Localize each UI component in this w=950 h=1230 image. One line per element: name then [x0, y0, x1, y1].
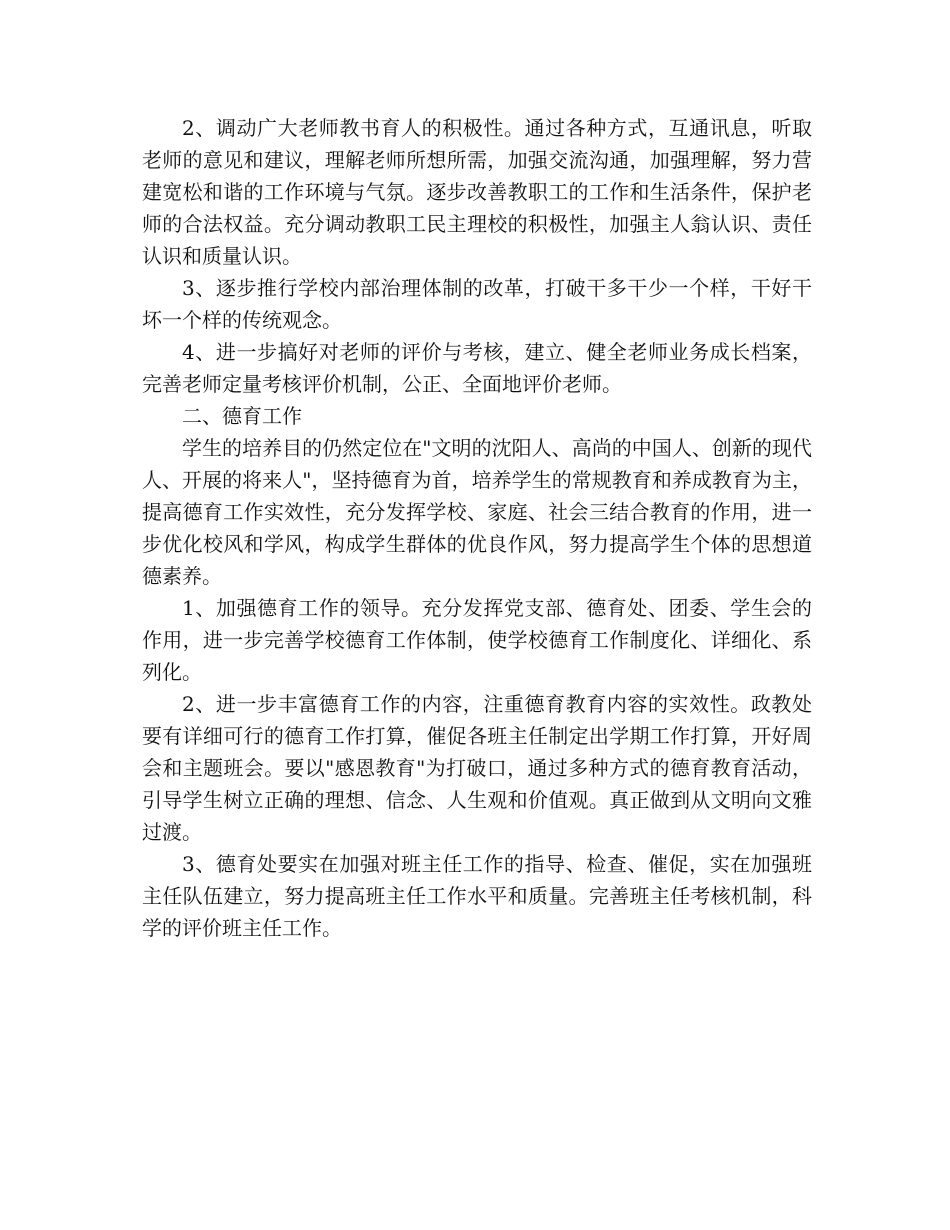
paragraph-training-goal: 学生的培养目的仍然定位在"文明的沈阳人、高尚的中国人、创新的现代人、开展的将来人"，坚持德育为首，培养学生的常规教育和养成教育为主，提高德育工作实效性，充分发挥学校、家庭、社会三结合教育的作用，进一步优化校风和学风，构成学生群体的优良作风，努力提高学生个体的思想道德素养。 [142, 436, 812, 588]
paragraph-leadership: 1、加强德育工作的领导。充分发挥党支部、德育处、团委、学生会的作用，进一步完善学校德育工作体制，使学校德育工作制度化、详细化、系列化。 [142, 596, 812, 684]
document-body [142, 112, 812, 944]
paragraph-teacher-enthusiasm: 2、调动广大老师教书育人的积极性。通过各种方式，互通讯息，听取老师的意见和建议，理解老师所想所需，加强交流沟通，加强理解，努力营建宽松和谐的工作环境与气氛。逐步改善教职工的工作和生活条件，保护老师的合法权益。充分调动教职工民主理校的积极性，加强主人翁认识、责任认识和质量认识。 [142, 116, 812, 268]
section-heading-moral-education: 二、德育工作 [182, 404, 302, 428]
paragraph-content-enrichment: 2、进一步丰富德育工作的内容，注重德育教育内容的实效性。政教处要有详细可行的德育工作打算，催促各班主任制定出学期工作打算，开好周会和主题班会。要以"感恩教育"为打破口，通过多种方式的德育教育活动，引导学生树立正确的理想、信念、人生观和价值观。真正做到从文明向文雅过渡。 [142, 692, 812, 844]
paragraph-teacher-evaluation: 4、进一步搞好对老师的评价与考核，建立、健全老师业务成长档案，完善老师定量考核评价机制，公正、全面地评价老师。 [142, 340, 812, 396]
paragraph-management-reform: 3、逐步推行学校内部治理体制的改革，打破干多干少一个样，干好干坏一个样的传统观念。 [142, 276, 812, 332]
paragraph-class-teacher-work: 3、德育处要实在加强对班主任工作的指导、检查、催促，实在加强班主任队伍建立，努力提高班主任工作水平和质量。完善班主任考核机制，科学的评价班主任工作。 [142, 852, 812, 940]
